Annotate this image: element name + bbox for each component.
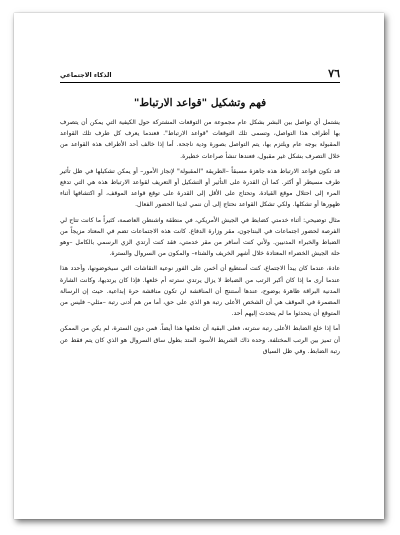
paragraph: قد تكون قواعد الارتباط هذه جاهزة مسبقاً –الطريقة "المقبولة" لإنجاز الأمور– أو يمكن تشكيلها في ظل تأثير طرف مسيطر أو أكثر. كما أن القدرة على التأثير أو التشكيل أو التعريف لقواعد الارتباط هذه هي التي تدفع المرء إلى احتلال موقع القيادة. وتحتاج على الأقل إلى القدرة على توقع قواعد الموقف، أو اكتشافها أثناء ظهورها أو تشكلها. ولكي تشكل القواعد نحتاج إلى أن ننمي لدينا الحضور الفعال. (60, 167, 340, 209)
section-title: فهم وتشكيل "قواعد الارتباط" (133, 97, 267, 109)
paragraph: يشتمل أي تواصل بين البشر بشكل عام مجموعة من التوقعات المشتركة حول الكيفية التي يمكن أن يتصرف بها أطراف هذا التواصل، وتسمى تلك التوقعات "قواعد الارتباط". فعندما يعرف كل طرف تلك القواعد المقبولة بوجه عام ويلتزم بها، يتم التواصل بصورة ودية ناجحة. أما إذا خالف أحد الأطراف هذه القواعد من خلال التصرف بشكل غير مقبول، فعندها تنشأ صراعات خطيرة. (60, 119, 340, 160)
document-page (14, 13, 384, 519)
paragraph: أما إذا خلع الضابط الأعلى رتبة سترته، فعلى البقية أن تخلعها هذا أيضاً. فمن دون السترة، لم يكن من الممكن أن تميز بين الرتب المختلفة. وحده ذاك الشريط الأسود المتد بطول ساق السروال هو الذي كان يتم فقط عن رتبة الضابط. وفي ظل السياق (60, 325, 340, 355)
page-header (60, 67, 340, 83)
paragraph: عادة، عندما كان يبدأ الاجتماع، كنت أستطيع أن أخمن على الفور نوعية النقاشات التي سيخوضونها، وأحدد هذا عندما أرى ما إذا كان أكبر الرتب من الضباط لا يزال يرتدي سترته أم خلعها. فإذا كان يرتديها، وكانت الشارة المدنية البراقة ظاهرة بوضوح، عندها أستنتج أن المناقشة لن تكون مناقشة حرة إبداعية. حيث إن الرسالة المضمرة في الموقف هي أن الشخص الأعلى رتبة هو الذي على حق، أما من هم أدنى رتبة –مثلي– فليس من المتوقع أن يتحدثوا ما لم يتحدث إليهم أحد. (60, 265, 340, 318)
page-number: ٧٦ (328, 67, 340, 80)
running-title: الذكاء الاجتماعي (60, 71, 112, 79)
page-content (60, 67, 340, 361)
paragraph: مثال توضيحي: أثناء خدمتي كضابط في الجيش الأمريكي، في منطقة واشنطن العاصمة، كثيراً ما كانت تتاح لي الفرصة لحضور اجتماعات في البنتاجون، مقر وزارة الدفاع. كانت هذه الاجتماعات تضم في المعتاد مزيجاً من الضباط والخبراء المدنيين. ولأني كنت أسافر من مقر خدمتي، فقد كنت أرتدي الزي الرسمي بالكامل –وهو حلة الجيش الخضراء المعتادة خلال أشهر الخريف والشتاء– والمكون من السروال والسترة. (60, 216, 340, 258)
